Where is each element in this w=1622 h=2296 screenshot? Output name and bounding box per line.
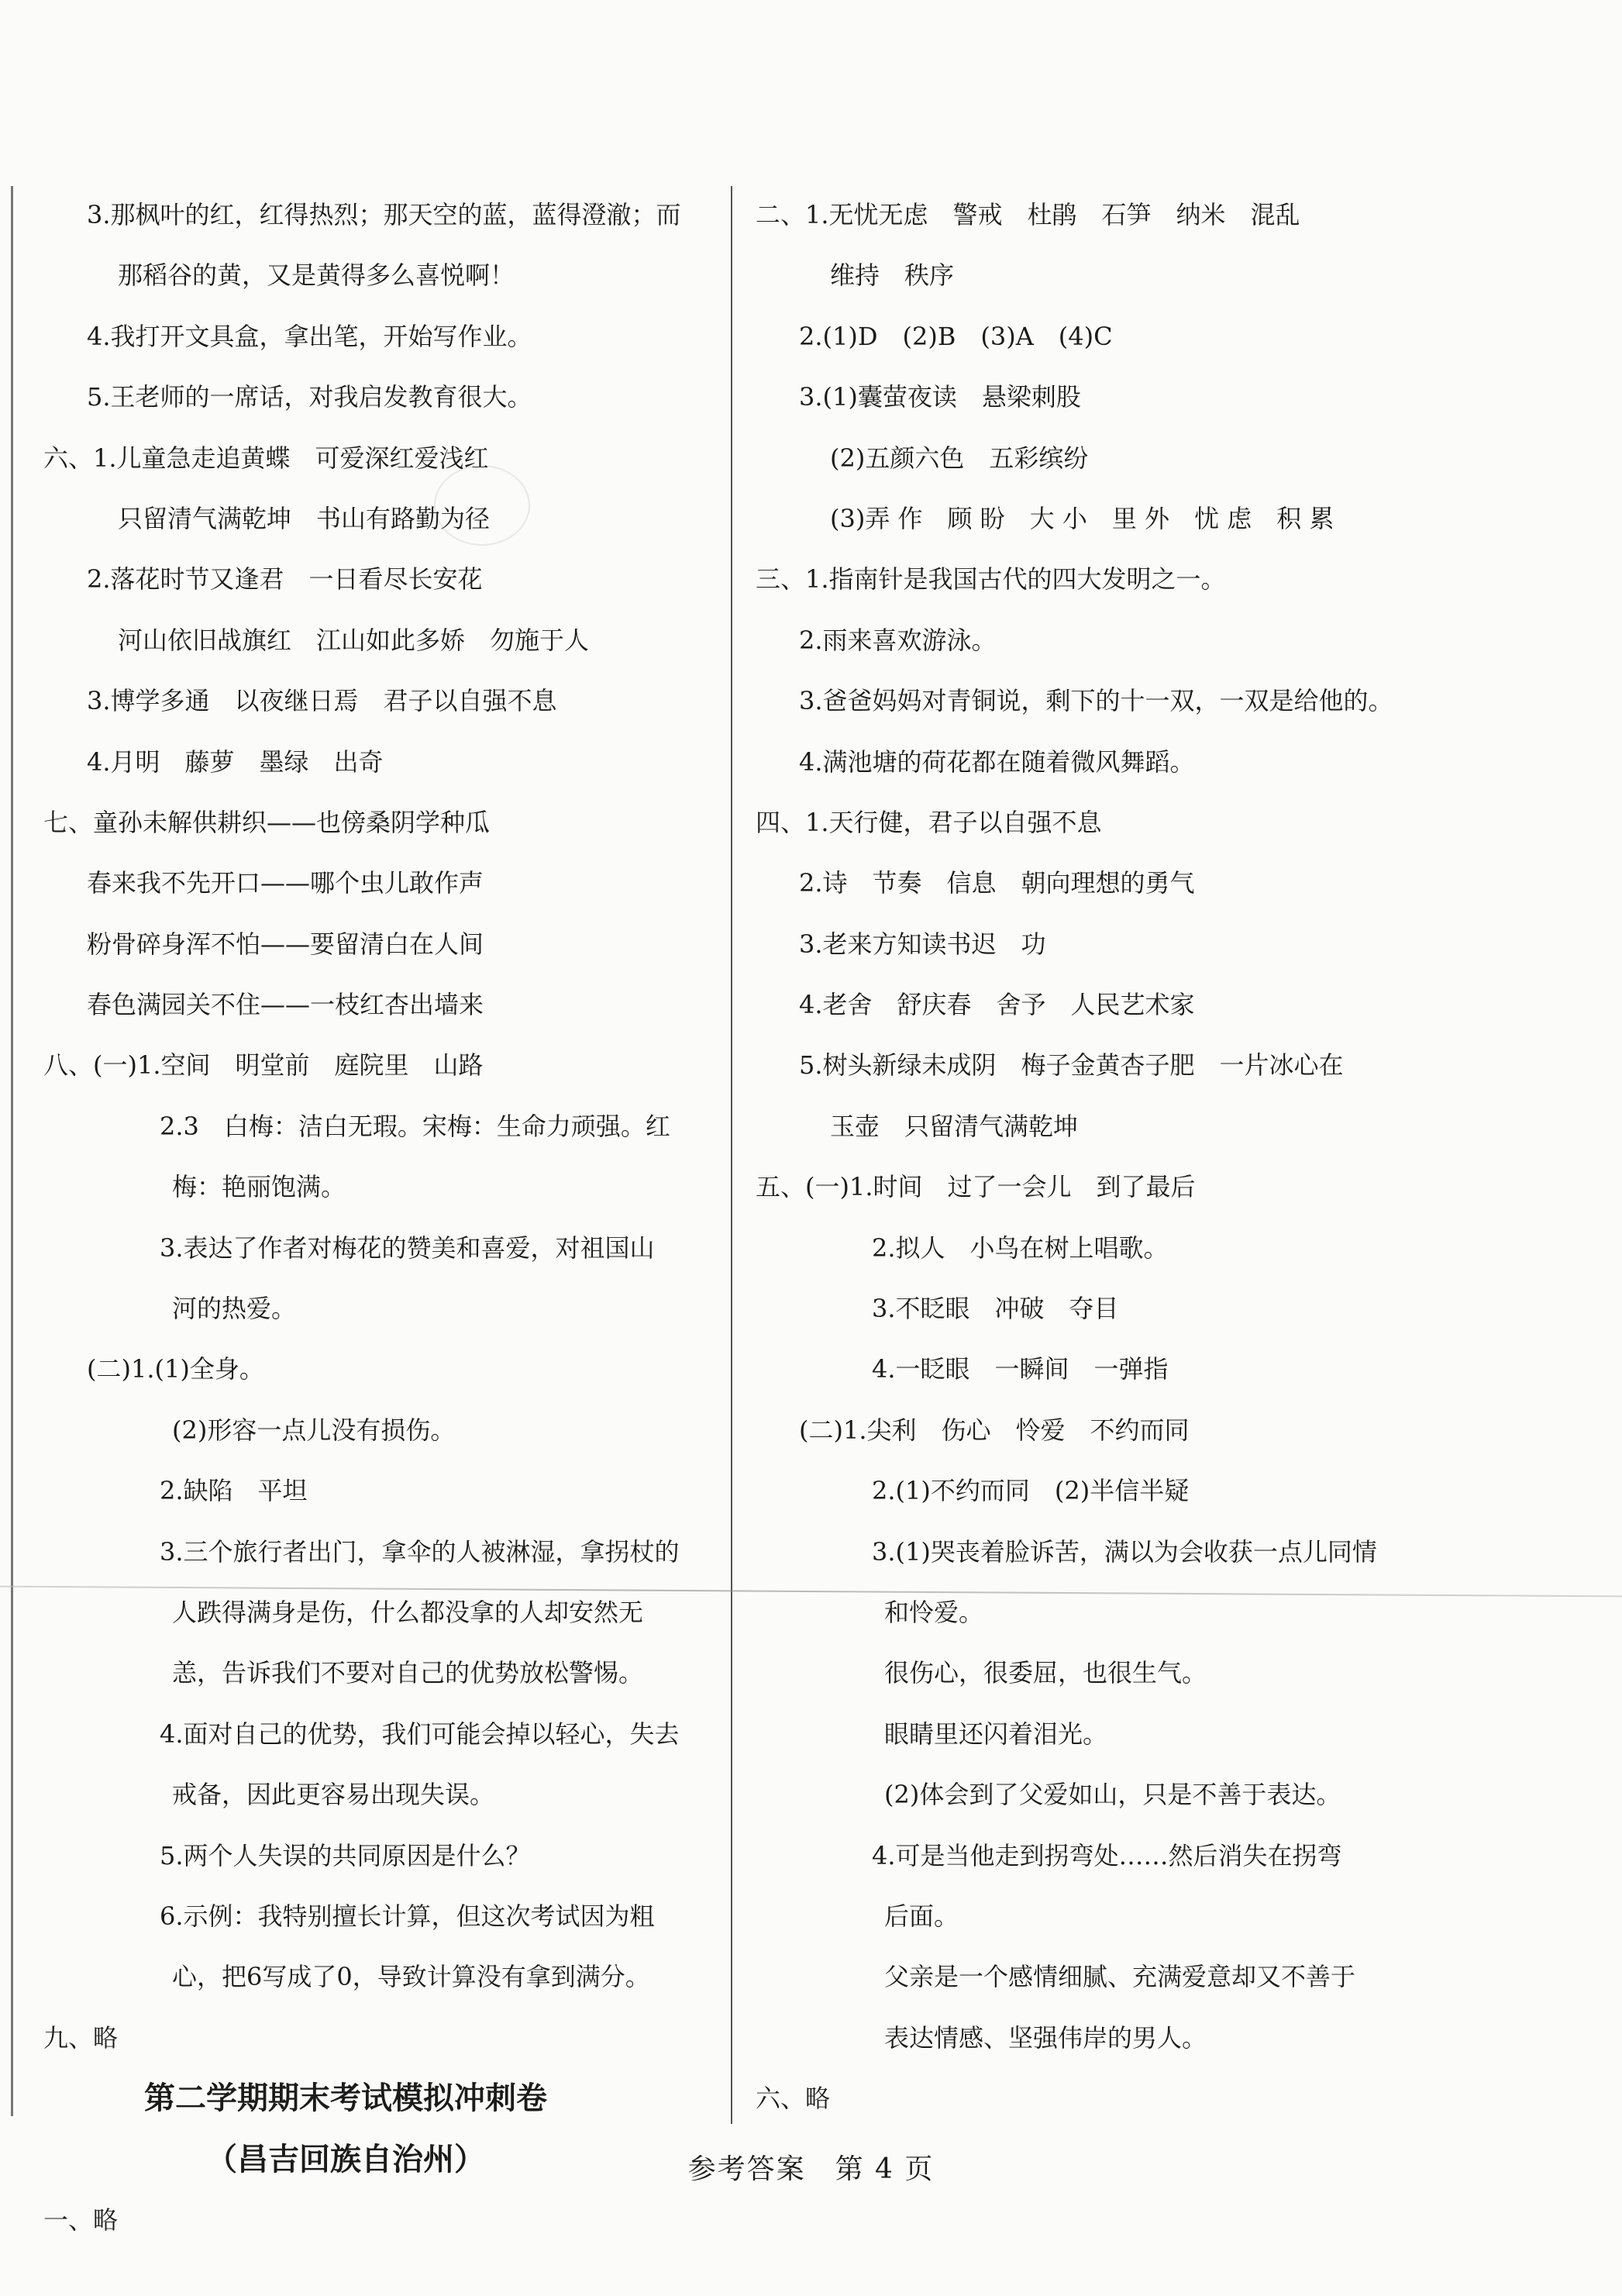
answer-line: 六、1.儿童急走追黄蝶 可爱深红爱浅红: [43, 443, 489, 473]
answer-line: 只留清气满乾坤 书山有路勤为径: [118, 503, 491, 533]
answer-line: 4.面对自己的优势，我们可能会掉以轻心，失去: [160, 1719, 680, 1749]
answer-line: (3)弄 作 顾 盼 大 小 里 外 忧 虑 积 累: [830, 503, 1334, 533]
page-left-edge: [11, 186, 13, 2116]
answer-line: 2.诗 节奏 信息 朝向理想的勇气: [799, 868, 1195, 898]
answer-line: 2.(1)不约而同 (2)半信半疑: [872, 1476, 1190, 1506]
column-divider: [731, 186, 732, 2124]
answer-line: 父亲是一个感情细腻、充满爱意却又不善于: [884, 1962, 1356, 1992]
answer-line: 表达情感、坚强伟岸的男人。: [884, 2022, 1207, 2053]
section-heading: （昌吉回族自治州）: [206, 2141, 485, 2177]
answer-line: 春来我不先开口——哪个虫儿敢作声: [87, 868, 484, 898]
answer-line: 后面。: [884, 1901, 959, 1931]
answer-line: 3.博学多通 以夜继日焉 君子以自强不息: [87, 686, 557, 716]
answer-line: 人跌得满身是伤，什么都没拿的人却安然无: [172, 1597, 644, 1627]
answer-line: 粉骨碎身浑不怕——要留清白在人间: [87, 929, 484, 959]
answer-line: 4.老舍 舒庆春 舍予 人民艺术家: [799, 990, 1195, 1020]
answer-line: (二)1.(1)全身。: [87, 1354, 264, 1384]
answer-line: 八、(一)1.空间 明堂前 庭院里 山路: [43, 1050, 484, 1081]
answer-line: 3.表达了作者对梅花的赞美和喜爱，对祖国山: [160, 1232, 655, 1263]
page-footer: 参考答案 第 4 页: [687, 2153, 935, 2185]
answer-line: 4.我打开文具盒，拿出笔，开始写作业。: [87, 321, 532, 351]
answer-line: 五、(一)1.时间 过了一会儿 到了最后: [756, 1172, 1196, 1202]
answer-line: 5.两个人失误的共同原因是什么？: [160, 1840, 531, 1870]
answer-line: 恙，告诉我们不要对自己的优势放松警惕。: [172, 1658, 644, 1688]
answer-line: 2.雨来喜欢游泳。: [799, 625, 997, 655]
answer-line: 4.可是当他走到拐弯处……然后消失在拐弯: [872, 1840, 1342, 1870]
answer-line: 3.三个旅行者出门，拿伞的人被淋湿，拿拐杖的: [160, 1536, 680, 1567]
answer-line: (二)1.尖利 伤心 怜爱 不约而同: [799, 1415, 1190, 1445]
answer-line: (2)体会到了父爱如山，只是不善于表达。: [884, 1780, 1341, 1810]
section-heading: 第二学期期末考试模拟冲刺卷: [144, 2081, 547, 2117]
answer-line: 3.不眨眼 冲破 夺目: [872, 1294, 1119, 1324]
answer-line: 梅：艳丽饱满。: [172, 1172, 346, 1202]
answer-line: 七、童孙未解供耕织——也傍桑阴学种瓜: [43, 807, 491, 837]
answer-line: 戒备，因此更容易出现失误。: [172, 1780, 495, 1810]
answer-line: 很伤心，很委屈，也很生气。: [884, 1658, 1207, 1688]
answer-line: 和怜爱。: [884, 1597, 984, 1627]
answer-line: 4.满池塘的荷花都在随着微风舞蹈。: [799, 746, 1195, 777]
answer-line: 那稻谷的黄，又是黄得多么喜悦啊！: [118, 260, 515, 291]
answer-line: 2.3 白梅：洁白无瑕。宋梅：生命力顽强。红: [160, 1111, 670, 1141]
answer-line: 5.树头新绿未成阴 梅子金黄杏子肥 一片冰心在: [799, 1050, 1344, 1081]
answer-line: 维持 秩序: [830, 260, 955, 291]
answer-line: 玉壶 只留清气满乾坤: [830, 1111, 1079, 1141]
answer-line: 春色满园关不住——一枝红杏出墙来: [87, 990, 484, 1020]
answer-line: 三、1.指南针是我国古代的四大发明之一。: [756, 564, 1226, 595]
answer-line: 3.(1)囊萤夜读 悬梁刺股: [799, 382, 1081, 412]
answer-line: 九、略: [43, 2022, 119, 2053]
answer-line: 3.爸爸妈妈对青铜说，剩下的十一双，一双是给他的。: [799, 686, 1393, 716]
answer-line: (2)形容一点儿没有损伤。: [172, 1415, 456, 1445]
answer-line: 4.月明 藤萝 墨绿 出奇: [87, 746, 384, 777]
answer-line: 心，把6写成了0，导致计算没有拿到满分。: [172, 1962, 650, 1992]
answer-line: 3.那枫叶的红，红得热烈；那天空的蓝，蓝得澄澈；而: [87, 200, 681, 229]
answer-line: 5.王老师的一席话，对我启发教育很大。: [87, 382, 532, 412]
answer-line: 六、略: [756, 2084, 831, 2114]
answer-line: 4.一眨眼 一瞬间 一弹指: [872, 1354, 1169, 1384]
answer-line: (2)五颜六色 五彩缤纷: [830, 443, 1089, 473]
answer-line: 河山依旧战旗红 江山如此多娇 勿施于人: [118, 625, 590, 655]
answer-line: 眼睛里还闪着泪光。: [884, 1719, 1108, 1749]
left-column: [43, 184, 718, 2250]
answer-line: 3.老来方知读书迟 功: [799, 929, 1046, 959]
answer-line: 2.(1)D (2)B (3)A (4)C: [799, 321, 1113, 351]
right-column: [756, 184, 1577, 2129]
answer-line: 二、1.无忧无虑 警戒 杜鹃 石笋 纳米 混乱: [756, 200, 1300, 229]
answer-line: 3.(1)哭丧着脸诉苦，满以为会收获一点儿同情: [872, 1536, 1377, 1567]
answer-line: 河的热爱。: [172, 1294, 297, 1324]
answer-line: 6.示例：我特别擅长计算，但这次考试因为粗: [160, 1901, 655, 1931]
answer-line: 2.落花时节又逢君 一日看尽长安花: [87, 564, 483, 595]
answer-line: 2.缺陷 平坦: [160, 1476, 308, 1506]
answer-line: 四、1.天行健，君子以自强不息: [756, 807, 1102, 837]
answer-line: 一、略: [43, 2205, 119, 2235]
answer-line: 2.拟人 小鸟在树上唱歌。: [872, 1232, 1169, 1263]
